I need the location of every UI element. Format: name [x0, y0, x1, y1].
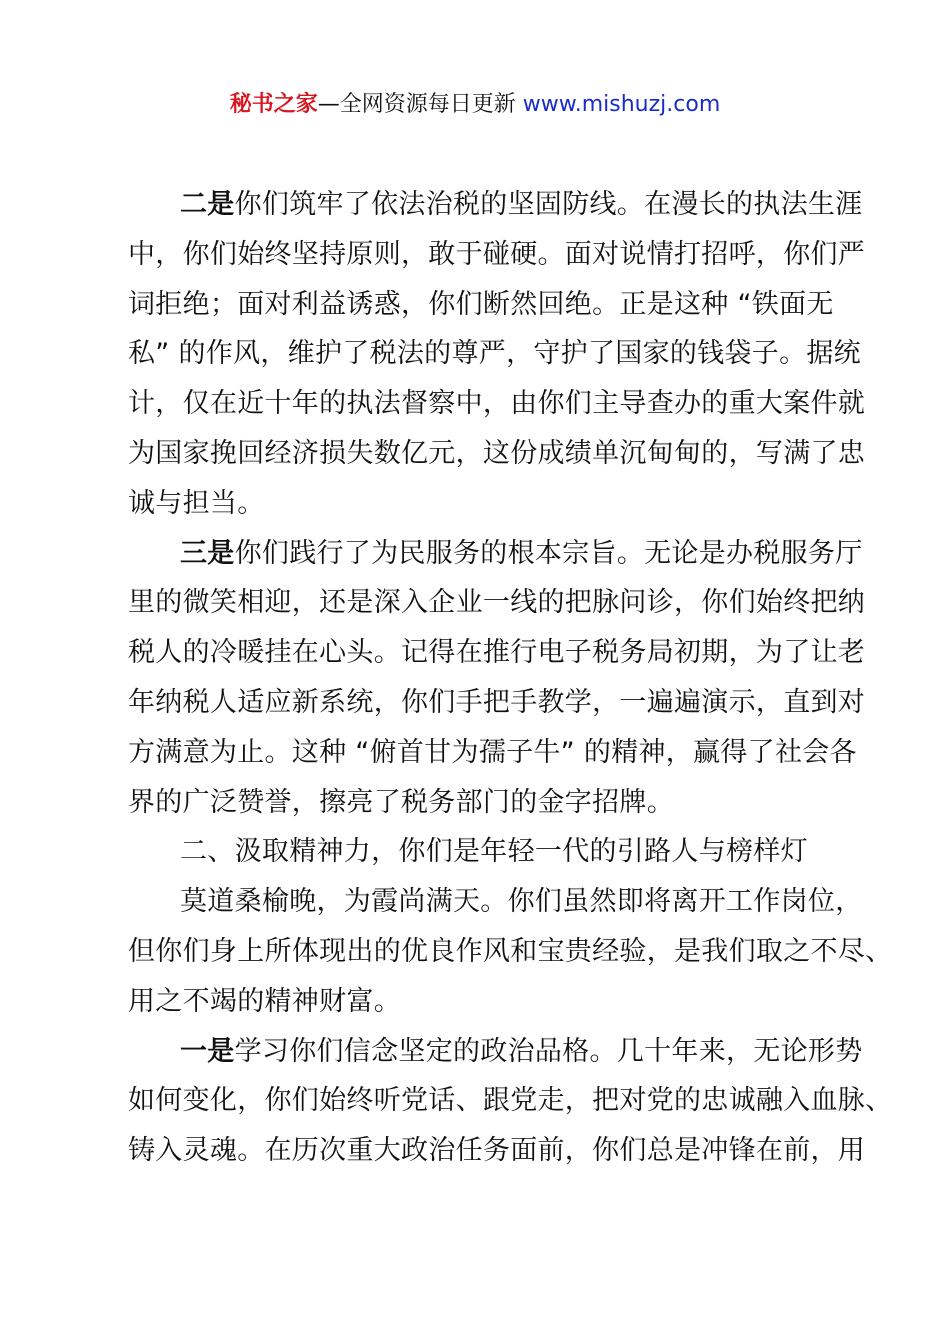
paragraph-line: 如何变化，你们始终听党话、跟党走，把对党的忠诚融入血脉、: [128, 1085, 893, 1117]
paragraph-line: [128, 180, 863, 230]
paragraph-line: 中，你们始终坚持原则，敢于碰硬。面对说情打招呼，你们严: [128, 238, 866, 270]
paragraph-line: 但你们身上所体现出的优良作风和宝贵经验，是我们取之不尽、: [128, 935, 893, 967]
paragraph-lead: 一是: [180, 1035, 235, 1067]
paragraph-line: 词拒绝；面对利益诱惑，你们断然回绝。正是这种 “铁面无: [128, 288, 834, 320]
brand-name: 秘书之家: [229, 92, 318, 117]
paragraph-text: 学习你们信念坚定的政治品格。几十年来，无论形势: [234, 1035, 863, 1067]
paragraph-lead: 三是: [180, 537, 235, 569]
document-body: [128, 180, 893, 1176]
paragraph-line: 私” 的作风，维护了税法的尊严，守护了国家的钱袋子。据统: [128, 338, 861, 370]
section-heading: 二、汲取精神力，你们是年轻一代的引路人与榜样灯: [180, 836, 808, 868]
paragraph-line: 方满意为止。这种 “俯首甘为孺子牛” 的精神，赢得了社会各: [128, 736, 857, 768]
paragraph-line: [128, 529, 863, 579]
paragraph-line: 税人的冷暖挂在心头。记得在推行电子税务局初期，为了让老: [128, 637, 866, 669]
paragraph-line: 界的广泛赞誉，擦亮了税务部门的金字招牌。: [128, 786, 674, 818]
paragraph-text: 你们筑牢了依法治税的坚固防线。在漫长的执法生涯: [234, 189, 863, 220]
paragraph-lead: 二是: [180, 189, 235, 220]
paragraph-line: 年纳税人适应新系统，你们手把手教学，一遍遍演示，直到对: [128, 686, 866, 718]
paragraph-line: 用之不竭的精神财富。: [128, 985, 401, 1017]
paragraph-line: 计，仅在近十年的执法督察中，由你们主导查办的重大案件就: [128, 388, 866, 420]
paragraph-line: 诚与担当。: [128, 487, 265, 519]
paragraph-line: 莫道桑榆晚，为霞尚满天。你们虽然即将离开工作岗位，: [180, 886, 863, 918]
paragraph-line: 里的微笑相迎，还是深入企业一线的把脉问诊，你们始终把纳: [128, 587, 866, 619]
paragraph-line: 为国家挽回经济损失数亿元，这份成绩单沉甸甸的，写满了忠: [128, 437, 866, 469]
header-tagline: —全网资源每日更新: [317, 92, 523, 117]
site-url-link[interactable]: www.mishuzj.com: [522, 92, 721, 117]
paragraph-line: 铸入灵魂。在历次重大政治任务面前，你们总是冲锋在前，用: [128, 1135, 866, 1167]
paragraph-line: [128, 1027, 863, 1077]
site-header: [0, 90, 950, 120]
paragraph-text: 你们践行了为民服务的根本宗旨。无论是办税服务厅: [234, 537, 863, 569]
